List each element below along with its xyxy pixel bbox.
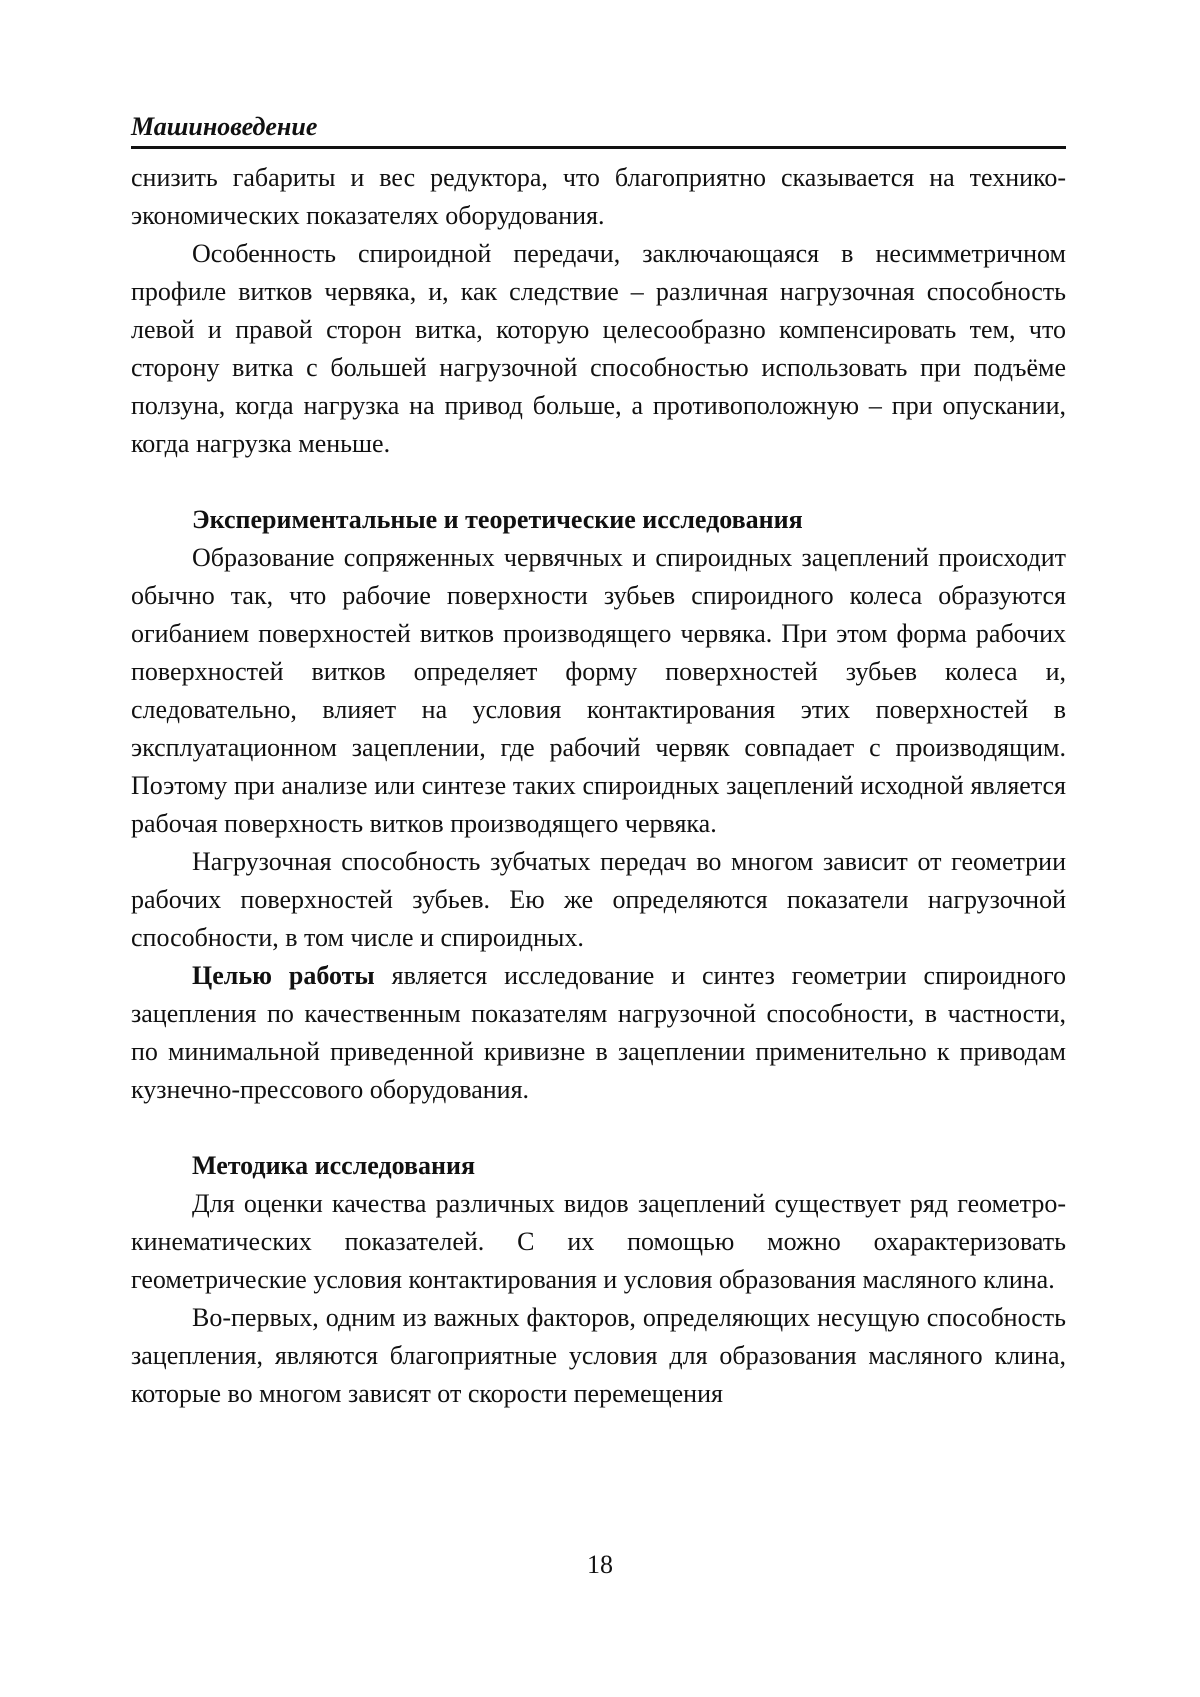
paragraph-oil-wedge: Во-первых, одним из важных факторов, определяющих несущую способность зацепления, являются благоприятные условия для образования масляного клина, которые во многом зависят от скорости перемещения [131, 1299, 1066, 1413]
paragraph-spiroid-feature: Особенность спироидной передачи, заключающаяся в несимметричном профиле витков червяка, и, как следствие – различная нагрузочная способность левой и правой сторон витка, которую целесообразно компенсировать тем, что сторону витка с большей нагрузочной способностью использовать при подъёме ползуна, когда нагрузка на привод больше, а противоположную – при опускании, когда нагрузка меньше. [131, 235, 1066, 463]
article-body [131, 159, 1066, 1413]
goal-lead: Целью работы [192, 961, 375, 990]
running-header: Машиноведение [131, 110, 1066, 149]
goal-text: является исследование и синтез геометрии спироидного зацепления по качественным показателям нагрузочной способности, в частности, по минимальной приведенной кривизне в зацеплении применительно к приводам кузнечно-прессового оборудования. [131, 961, 1066, 1104]
paragraph-continuation: снизить габариты и вес редуктора, что благоприятно сказывается на технико-экономических показателях оборудования. [131, 159, 1066, 235]
page-number: 18 [0, 1546, 1200, 1584]
paragraph-goal [131, 957, 1066, 1109]
paragraph-load-capacity: Нагрузочная способность зубчатых передач во многом зависит от геометрии рабочих поверхностей зубьев. Ею же определяются показатели нагрузочной способности, в том числе и спироидных. [131, 843, 1066, 957]
paragraph-method-indicators: Для оценки качества различных видов зацеплений существует ряд геометро-кинематических показателей. С их помощью можно охарактеризовать геометрические условия контактирования и условия образования масляного клина. [131, 1185, 1066, 1299]
section-heading-research: Экспериментальные и теоретические исследования [131, 501, 1066, 539]
page-content [131, 110, 1066, 1413]
section-heading-method: Методика исследования [131, 1147, 1066, 1185]
paragraph-engagement-formation: Образование сопряженных червячных и спироидных зацеплений происходит обычно так, что рабочие поверхности зубьев спироидного колеса образуются огибанием поверхностей витков производящего червяка. При этом форма рабочих поверхностей витков определяет форму поверхностей зубьев колеса и, следовательно, влияет на условия контактирования этих поверхностей в эксплуатационном зацеплении, где рабочий червяк совпадает с производящим. Поэтому при анализе или синтезе таких спироидных зацеплений исходной является рабочая поверхность витков производящего червяка. [131, 539, 1066, 843]
